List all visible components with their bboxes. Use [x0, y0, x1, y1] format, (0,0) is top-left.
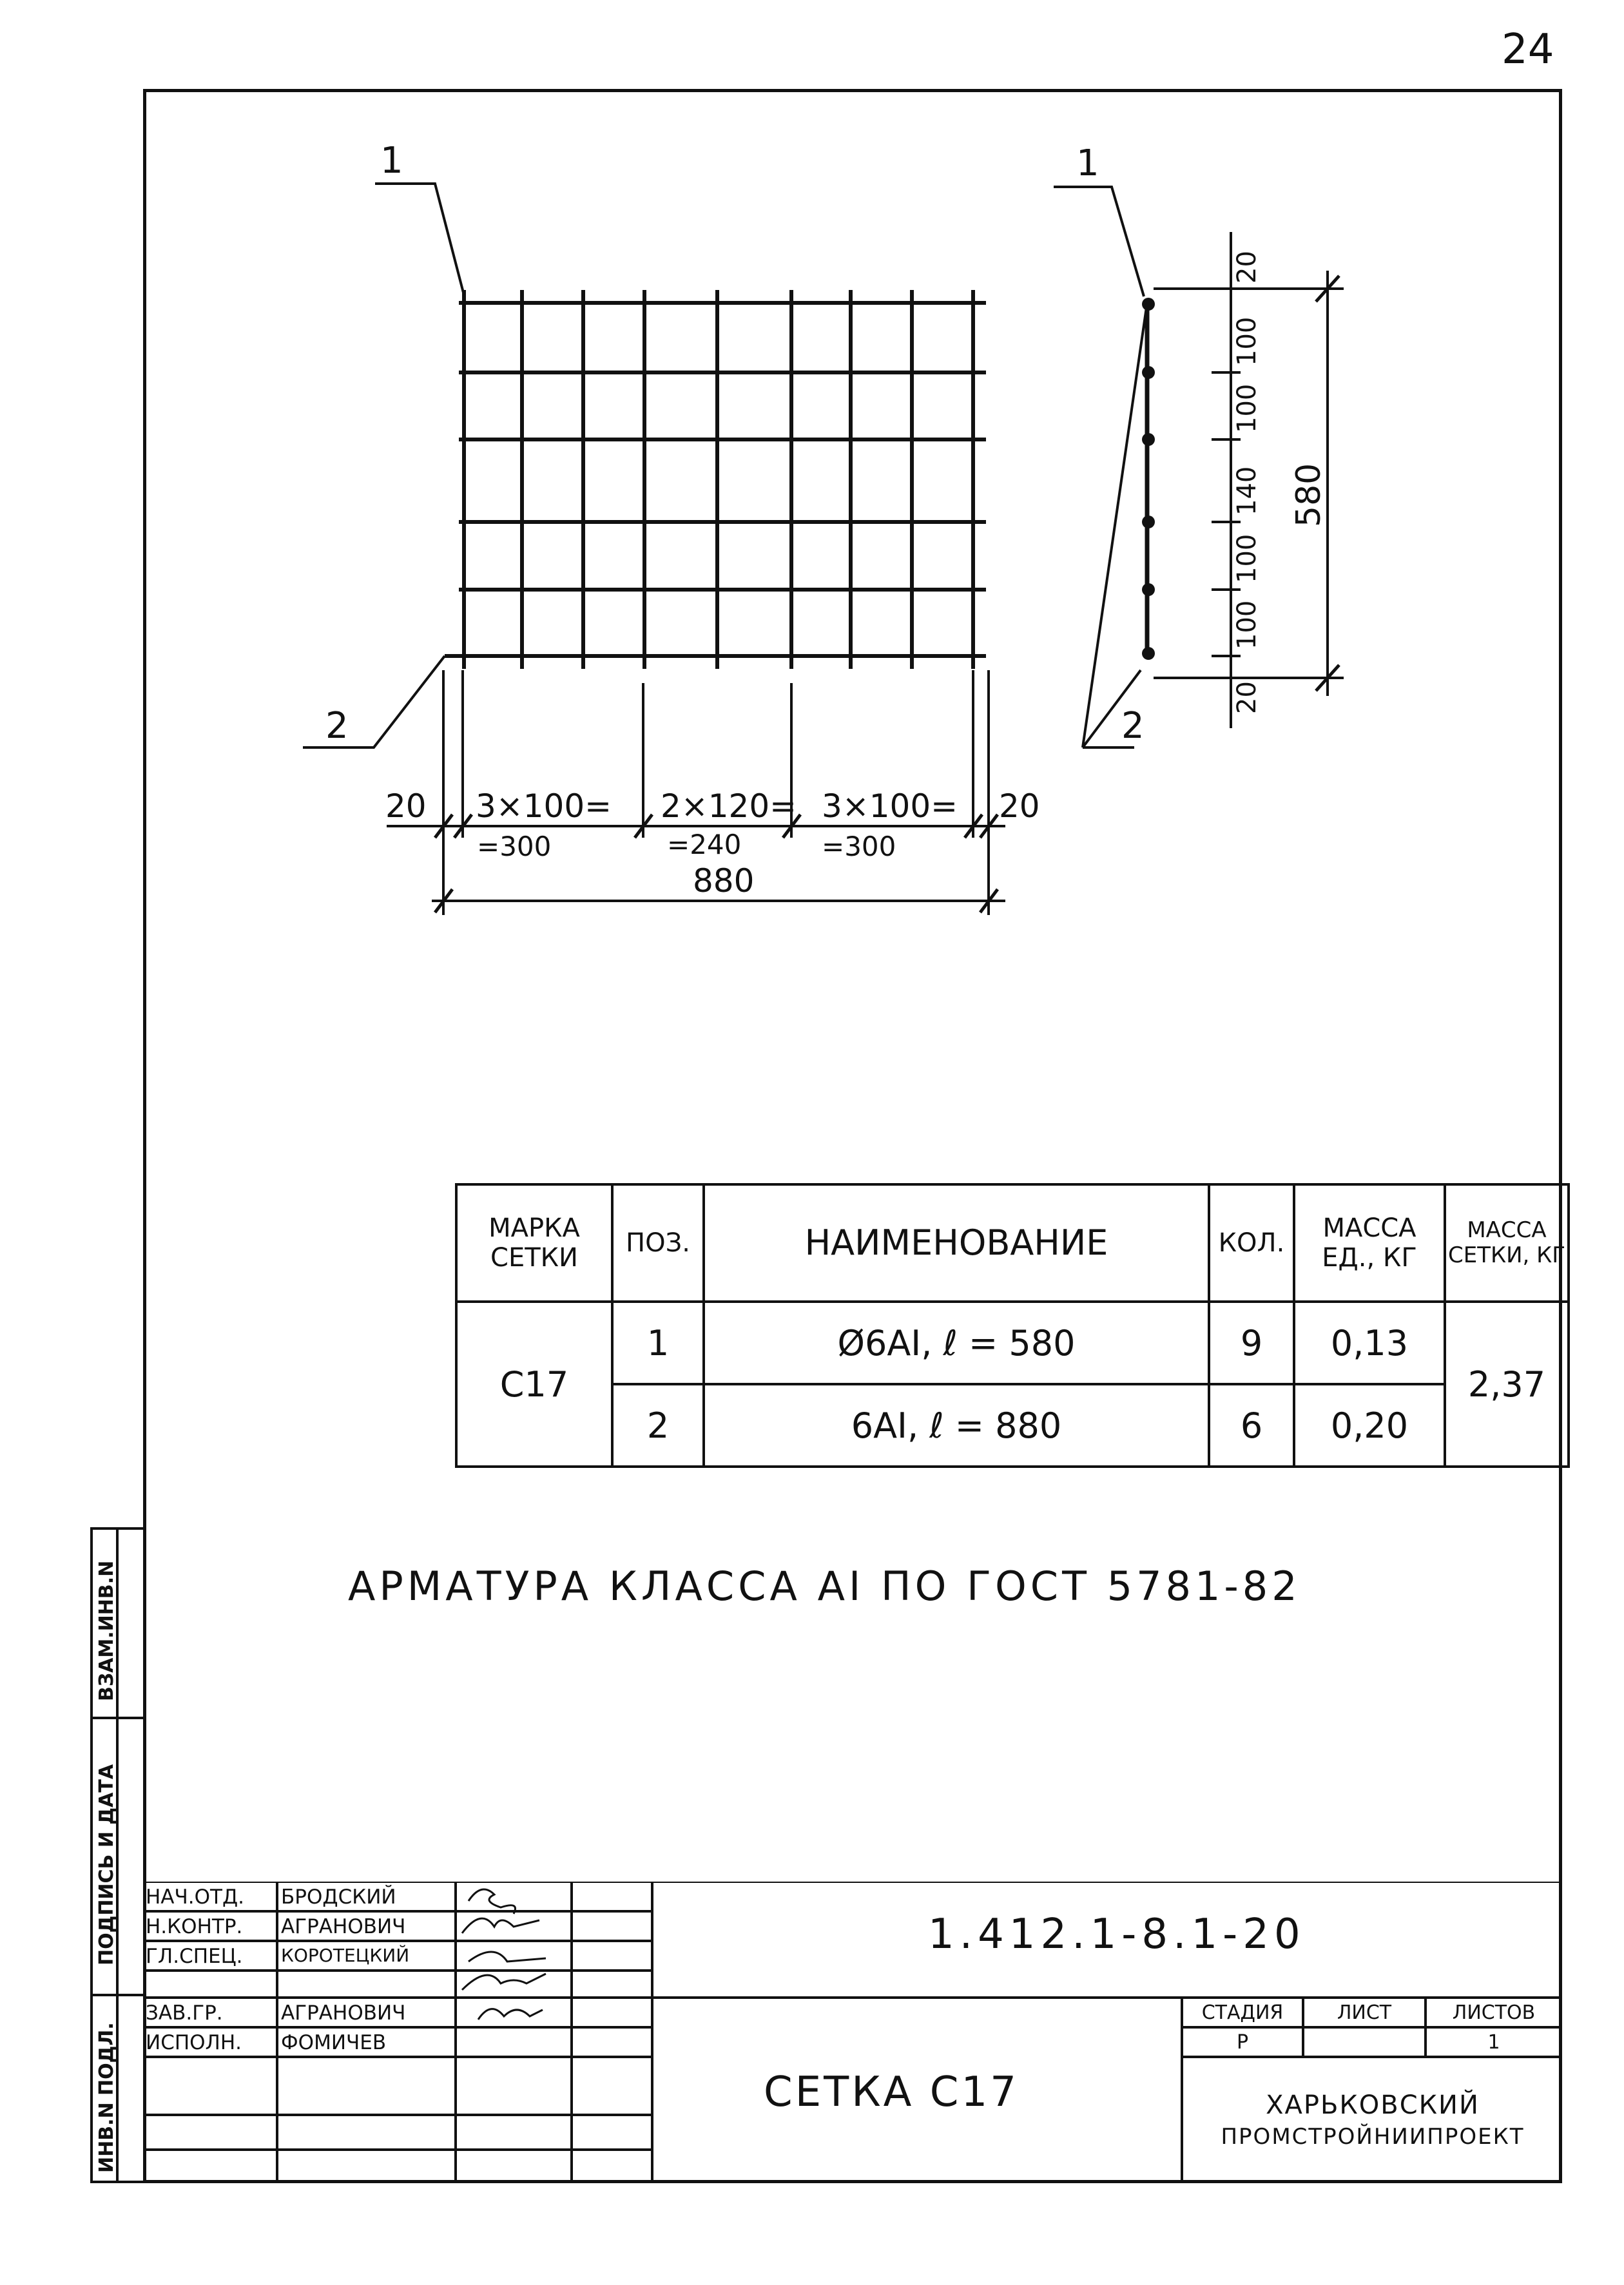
cell-name: Ø6AI, ℓ = 580 — [704, 1302, 1209, 1384]
cell-unit-mass: 0,20 — [1294, 1384, 1445, 1467]
reinforcement-note: АРМАТУРА КЛАССА AI ПО ГОСТ 5781-82 — [348, 1563, 1301, 1610]
dim-total: 880 — [693, 862, 755, 900]
leader-2 — [303, 656, 445, 747]
cell-name: 6AI, ℓ = 880 — [704, 1384, 1209, 1467]
header-mesh-mass: МАССА СЕТКИ, КГ — [1445, 1184, 1569, 1302]
header-position: ПОЗ. — [612, 1184, 704, 1302]
signature-3 — [469, 1952, 546, 1962]
side-dim-spacing: 140 — [1232, 466, 1262, 516]
side-dim-spacing: 100 — [1232, 383, 1262, 433]
side-dim-spacing: 100 — [1232, 316, 1262, 366]
side-dim-total: 580 — [1290, 463, 1328, 527]
callout-2: 2 — [325, 705, 349, 747]
dim-edge-right: 20 — [999, 787, 1040, 825]
mesh-plan — [445, 290, 986, 669]
dim-group-1-result: =300 — [477, 831, 552, 862]
sheet-title: СЕТКА С17 — [764, 2068, 1019, 2116]
document-code: 1.412.1-8.1-20 — [928, 1911, 1306, 1958]
signatures — [462, 1889, 546, 2020]
bar-section — [1142, 583, 1155, 596]
role-head-dept: НАЧ.ОТД. — [146, 1885, 245, 1909]
bar-section — [1142, 647, 1155, 660]
organization-line-1: ХАРЬКОВСКИЙ — [1266, 2090, 1480, 2120]
table-row — [456, 1384, 1569, 1467]
bar-section — [1142, 298, 1155, 311]
dim-edge-left: 20 — [385, 787, 427, 825]
callout-2-side: 2 — [1121, 705, 1145, 747]
name-executor: ФОМИЧЕВ — [281, 2031, 387, 2054]
leader-2-side-b — [1083, 303, 1147, 747]
bar-section — [1142, 366, 1155, 379]
dim-group-2: 2×120= — [661, 787, 797, 825]
sheet-number: 24 — [1502, 26, 1554, 73]
mesh-drawing — [0, 0, 1624, 967]
role-norm-control: Н.КОНТР. — [146, 1915, 243, 1938]
header-mark: МАРКА СЕТКИ — [456, 1184, 612, 1302]
signature-4 — [462, 1974, 546, 1990]
specification-table — [455, 1183, 1570, 1468]
leader-1-side — [1054, 187, 1144, 296]
cell-quantity: 9 — [1209, 1302, 1294, 1384]
dim-group-2-result: =240 — [667, 829, 742, 860]
side-dim-bottom: 20 — [1232, 681, 1262, 714]
callout-1: 1 — [380, 140, 403, 182]
dim-group-1: 3×100= — [476, 787, 612, 825]
sheets-label: ЛИСТОВ — [1452, 2001, 1536, 2024]
cell-quantity: 6 — [1209, 1384, 1294, 1467]
role-executor: ИСПОЛН. — [146, 2031, 242, 2054]
dim-group-3-result: =300 — [822, 831, 896, 862]
stamp-replace-inv: ВЗАМ.ИНВ.N — [95, 1560, 118, 1701]
signature-5 — [478, 2009, 543, 2020]
sheet-label: ЛИСТ — [1337, 2001, 1392, 2024]
organization-line-2: ПРОМСТРОЙНИИПРОЕКТ — [1221, 2124, 1525, 2150]
name-norm-control: АГРАНОВИЧ — [281, 1915, 406, 1938]
cell-position: 2 — [612, 1384, 704, 1467]
header-quantity: КОЛ. — [1209, 1184, 1294, 1302]
header-unit-mass: МАССА ЕД., КГ — [1294, 1184, 1445, 1302]
bar-section — [1142, 516, 1155, 528]
stage-value: Р — [1236, 2031, 1249, 2054]
organization — [1186, 2088, 1560, 2152]
cell-mesh-mass: 2,37 — [1445, 1302, 1569, 1467]
stamp-signature-date: ПОДПИСЬ И ДАТА — [95, 1764, 118, 1965]
leader-1 — [375, 184, 464, 295]
role-chief-spec: ГЛ.СПЕЦ. — [146, 1945, 243, 1968]
side-dim-spacing: 100 — [1232, 600, 1262, 650]
header-name: НАИМЕНОВАНИЕ — [704, 1184, 1209, 1302]
stage-label: СТАДИЯ — [1201, 2001, 1284, 2024]
name-head-dept: БРОДСКИЙ — [281, 1885, 396, 1909]
cell-unit-mass: 0,13 — [1294, 1302, 1445, 1384]
name-group-head: АГРАНОВИЧ — [281, 2001, 406, 2025]
bar-section — [1142, 433, 1155, 446]
stamp-inv-original: ИНВ.N ПОДЛ. — [95, 2022, 118, 2173]
cell-mark: С17 — [456, 1302, 612, 1467]
sheets-value: 1 — [1487, 2031, 1500, 2054]
dim-group-3: 3×100= — [822, 787, 958, 825]
role-group-head: ЗАВ.ГР. — [146, 2001, 223, 2025]
name-chief-spec: КОРОТЕЦКИЙ — [281, 1945, 410, 1966]
plan-leaders — [303, 184, 464, 747]
side-dim-spacing: 100 — [1232, 534, 1262, 583]
side-dim-top: 20 — [1232, 251, 1262, 284]
cell-position: 1 — [612, 1302, 704, 1384]
callout-1-side: 1 — [1076, 142, 1099, 184]
table-row — [456, 1302, 1569, 1384]
signature-2 — [462, 1918, 539, 1933]
